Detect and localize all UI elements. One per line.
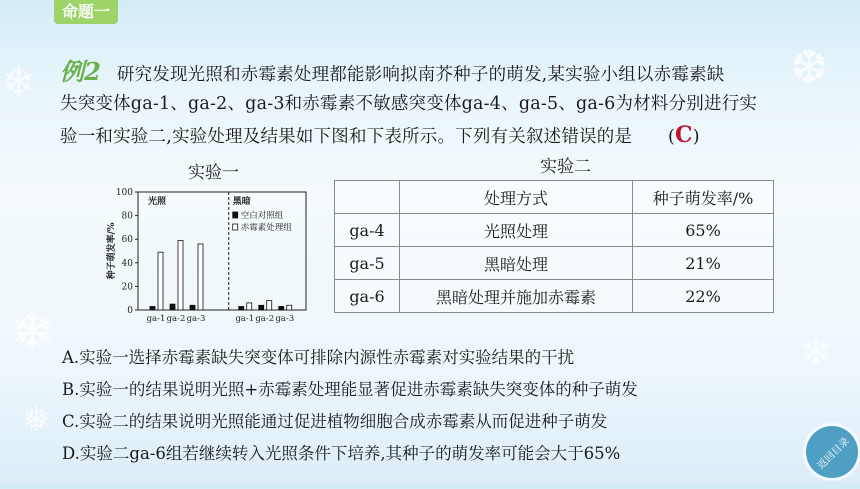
bar: [279, 306, 284, 310]
bar: [170, 304, 175, 310]
y-tick-label: 0: [127, 306, 133, 316]
y-tick-label: 60: [121, 235, 133, 246]
snowflake-icon: ❆: [790, 40, 829, 94]
row-rate: 22%: [633, 280, 774, 313]
bar: [239, 306, 244, 310]
x-tick-label: ga-1: [146, 314, 166, 324]
legend-swatch: [233, 212, 238, 218]
legend-label: 赤霉素处理组: [240, 223, 292, 233]
legend-swatch: [233, 224, 238, 230]
question-line-3: [60, 122, 700, 148]
option-d: D.实验二ga-6组若继续转入光照条件下培养,其种子的萌发率可能会大于65%: [62, 444, 621, 463]
y-tick-label: 100: [115, 188, 133, 198]
x-tick-label: ga-2: [166, 314, 186, 324]
x-tick-label: ga-1: [235, 314, 255, 324]
bar: [247, 303, 252, 310]
experiment2-table: [334, 180, 774, 313]
table-header-cell: 种子萌发率/%: [633, 181, 774, 214]
snowflake-icon: ❄: [10, 300, 56, 363]
table-header-cell: 处理方式: [400, 181, 633, 214]
group-label: 黑暗: [232, 197, 251, 207]
row-treatment: 光照处理: [400, 214, 633, 247]
bar: [150, 306, 155, 310]
row-treatment: 黑暗处理: [400, 247, 633, 280]
bar: [198, 244, 203, 310]
row-rate: 21%: [633, 247, 774, 280]
legend-label: 空白对照组: [240, 211, 284, 221]
y-tick-label: 40: [121, 258, 133, 269]
group-label: 光照: [148, 197, 167, 207]
section-tag: 命题一: [54, 0, 118, 24]
experiment2-title: 实验二: [540, 157, 591, 177]
answer-letter: C: [674, 122, 693, 148]
y-axis-label: 种子萌发率/%: [107, 222, 117, 280]
question-text: 研究发现光照和赤霉素处理都能影响拟南芥种子的萌发,某实验小组以赤霉素缺: [116, 65, 725, 85]
back-to-contents-label: 返回目录: [815, 435, 852, 472]
experiment1-bar-chart: [104, 182, 314, 332]
snowflake-icon: ❅: [22, 400, 51, 440]
snowflake-icon: ❄: [800, 330, 832, 374]
answer-paren-open: (: [667, 127, 675, 147]
question-line-1: [60, 52, 724, 87]
bar: [267, 301, 272, 310]
answer-paren-close: ): [692, 127, 700, 147]
bar: [259, 305, 264, 310]
snowflake-icon: ❄: [2, 60, 36, 106]
bar: [190, 305, 195, 310]
back-to-contents-button[interactable]: [795, 415, 860, 489]
row-name: ga-4: [335, 214, 400, 247]
option-c: C.实验二的结果说明光照能通过促进植物细胞合成赤霉素从而促进种子萌发: [62, 412, 608, 431]
row-name: ga-5: [335, 247, 400, 280]
table-row: [335, 214, 774, 247]
bar: [287, 305, 292, 310]
table-header-cell: [335, 181, 400, 214]
y-tick-label: 20: [121, 282, 133, 293]
row-rate: 65%: [633, 214, 774, 247]
table-row: [335, 247, 774, 280]
bar: [178, 240, 183, 310]
row-treatment: 黑暗处理并施加赤霉素: [400, 280, 633, 313]
bar: [158, 252, 163, 310]
x-tick-label: ga-2: [255, 314, 275, 324]
x-tick-label: ga-3: [186, 314, 206, 324]
option-b: B.实验一的结果说明光照+赤霉素处理能显著促进赤霉素缺失突变体的种子萌发: [62, 380, 638, 399]
y-tick-label: 80: [121, 211, 133, 222]
x-tick-label: ga-3: [275, 314, 295, 324]
table-header-row: [335, 181, 774, 214]
question-text: 验一和实验二,实验处理及结果如下图和下表所示。下列有关叙述错误的是: [60, 127, 633, 147]
experiment1-title: 实验一: [188, 163, 239, 183]
question-line-2: 失突变体ga-1、ga-2、ga-3和赤霉素不敏感突变体ga-4、ga-5、ga-6为材料分别进行实: [60, 94, 758, 114]
table-row: [335, 280, 774, 313]
row-name: ga-6: [335, 280, 400, 313]
option-a: A.实验一选择赤霉素缺失突变体可排除内源性赤霉素对实验结果的干扰: [62, 348, 575, 367]
example-label: 例2: [60, 57, 102, 86]
